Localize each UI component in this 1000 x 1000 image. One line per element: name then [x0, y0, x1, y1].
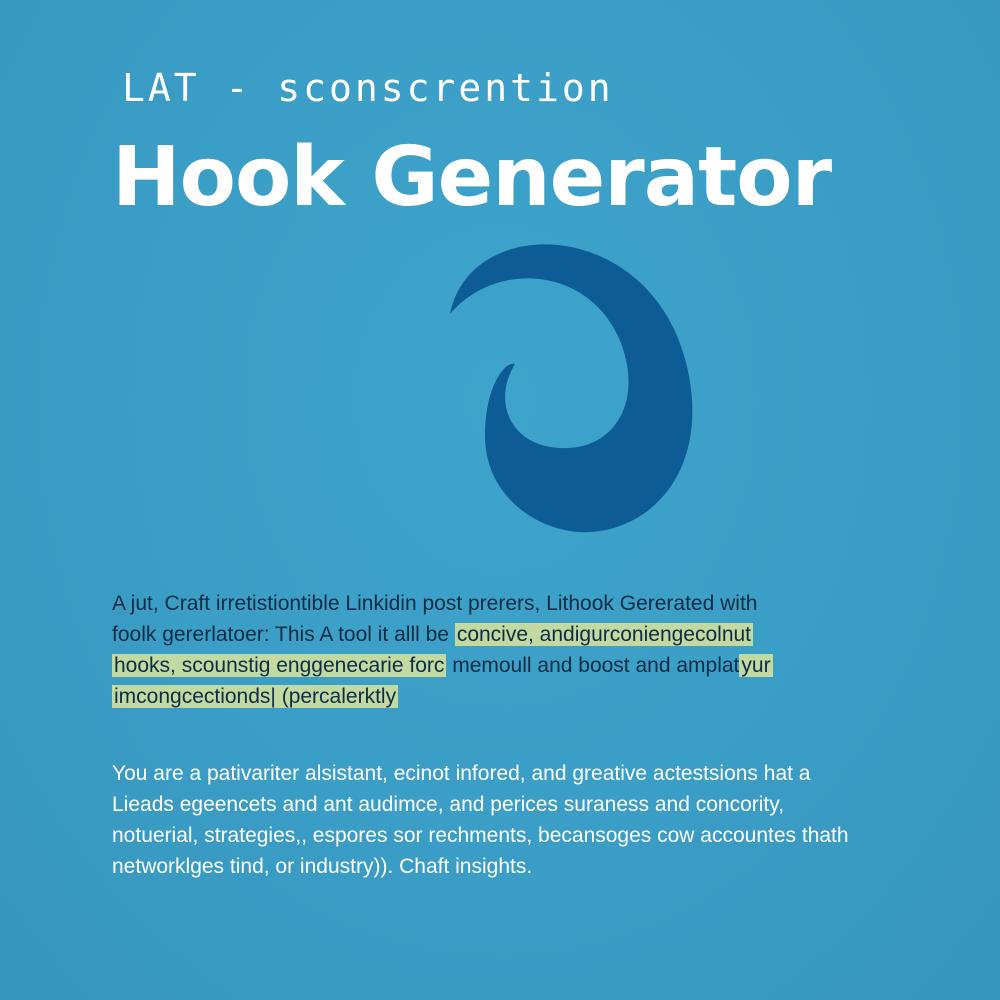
assistant-prompt	[112, 758, 912, 882]
page-title: Hook Generator	[112, 130, 832, 225]
prompt-line: networklges tind, or industry)). Chaft insights.	[112, 855, 533, 878]
prompt-line: notuerial, strategies,, espores sor rechments, becansoges cow accountes thath	[112, 824, 849, 847]
prompt-line: Lieads egeencets and ant audimce, and perices suraness and concority,	[112, 793, 785, 816]
description-text: foolk gererlatoer: This A tool it alll be	[112, 623, 455, 646]
page-subtitle: LAT - sconscrention	[122, 66, 614, 110]
description-line	[112, 619, 892, 650]
prompt-line: You are a pativariter alsistant, ecinot infored, and greative actestsions hat a	[112, 762, 811, 785]
description-text: memoull and boost and amplat	[446, 654, 740, 677]
highlighted-text: imcongcectionds| (percalerktly	[114, 685, 397, 708]
highlighted-text: yur	[741, 654, 771, 677]
tool-description	[112, 588, 892, 712]
description-line: A jut, Craft irretistiontible Linkidin post prerers, Lithook Gererated with	[112, 592, 758, 615]
highlighted-text: hooks, scounstig enggenecarie forc	[114, 654, 445, 677]
description-line	[112, 650, 892, 681]
hook-logo-shape	[450, 244, 692, 532]
highlighted-text: concive, andigurconiengecolnut	[456, 623, 752, 646]
hook-icon	[440, 236, 700, 536]
description-line	[112, 681, 892, 712]
